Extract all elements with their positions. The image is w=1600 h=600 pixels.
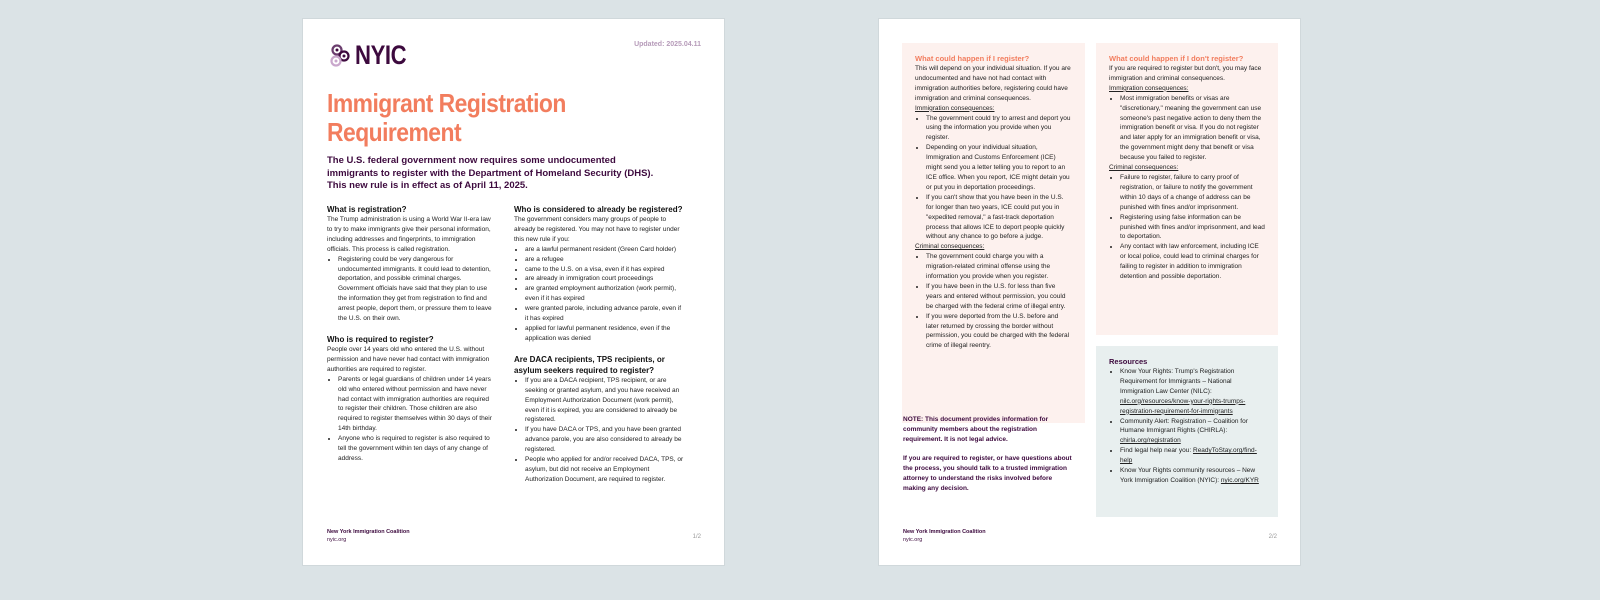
list-item: • Anyone who is required to register is also required to tell the government within ten days of any change of address. — [338, 434, 492, 464]
left-column — [327, 204, 492, 464]
list-item: • are already in immigration court proceedings — [525, 274, 684, 284]
bullet-list — [915, 252, 1072, 351]
list-item: • The government could try to arrest and deport you using the information you provide when you register. — [926, 114, 1072, 144]
list-item: • Any contact with law enforcement, including ICE or local police, could lead to criminal charges for failing to register in addition to immigration detention and possible deportation. — [1120, 242, 1265, 282]
bullet-list — [327, 375, 492, 464]
section-text: The Trump administration is using a World War II-era law to try to make immigrants give their personal information, including addresses and fingerprints, to immigration officials. This process is called registration. — [327, 216, 491, 253]
resources-box — [1096, 346, 1278, 517]
list-item: • Depending on your individual situation, Immigration and Customs Enforcement (ICE) might send you a letter telling you to report to an ICE office. When you report, ICE might detain you or put you in deportation proceedings. — [926, 143, 1072, 193]
section-heading: Are DACA recipients, TPS recipients, or asylum seekers required to register? — [514, 354, 665, 375]
bullet-list — [514, 376, 684, 485]
list-item: • Community Alert: Registration – Coalition for Humane Immigrant Rights (CHIRLA): chirla.org/registration — [1120, 417, 1265, 447]
bullet-list — [327, 255, 492, 324]
footer-org: New York Immigration Coalition — [327, 529, 410, 535]
list-item: • are granted employment authorization (work permit), even if it has expired — [525, 284, 684, 304]
box-heading: What could happen if I register? — [915, 54, 1030, 63]
list-item: • Know Your Rights: Trump's Registration Requirement for Immigrants – National Immigration Law Center (NILC): nilc.org/resources/know-your-rights-trumps-registration-requirement-for-immigrants — [1120, 367, 1265, 417]
section-heading: Who is considered to already be registered? — [514, 205, 683, 214]
footer-url[interactable]: nyic.org — [903, 537, 923, 543]
footer-org: New York Immigration Coalition — [903, 529, 986, 535]
resources-list — [1109, 367, 1265, 486]
list-item: • If you have DACA or TPS, and you have been granted advance parole, you are also considered to already be registered. — [525, 425, 684, 455]
list-item: • are a lawful permanent resident (Green Card holder) — [525, 245, 684, 255]
resource-link[interactable]: chirla.org/registration — [1120, 437, 1181, 445]
footer-url[interactable]: nyic.org — [327, 537, 347, 543]
document-page-1 — [303, 19, 724, 565]
box-heading: What could happen if I don't register? — [1109, 54, 1244, 63]
page-number: 1/2 — [692, 534, 701, 540]
list-item: • Find legal help near you: ReadyToStay.org/find-help — [1120, 446, 1265, 466]
nyic-logo — [327, 42, 418, 69]
list-item: • People who applied for and/or received DACA, TPS, or asylum, but did not receive an Employment Authorization Document, are required to register. — [525, 455, 684, 485]
list-item: • applied for lawful permanent residence, even if the application was denied — [525, 324, 684, 344]
if-not-register-box — [1096, 43, 1278, 335]
list-item: • If you have been in the U.S. for less than five years and entered without permission, you could be charged with the federal crime of illegal entry. — [926, 282, 1072, 312]
bullet-list — [915, 114, 1072, 243]
page-title — [327, 89, 707, 147]
section-text: The government considers many groups of people to already be registered. You may not have to register under this new rule if you: — [514, 216, 680, 243]
section-heading: What is registration? — [327, 205, 407, 214]
attorney-note: If you are required to register, or have questions about the process, you should talk to a trusted immigration attorney to understand the risks involved before making any decision. — [903, 455, 1072, 492]
bullet-list — [514, 245, 684, 344]
immigration-consequences-label: Immigration consequences: — [1109, 84, 1189, 92]
legal-note: NOTE: This document provides information for community members about the registration requirement. It is not legal advice. — [903, 416, 1049, 443]
section-heading: Who is required to register? — [327, 334, 434, 344]
box-text: If you are required to register but don't, you may face immigration and criminal consequences. — [1109, 65, 1262, 82]
criminal-consequences-label: Criminal consequences: — [1109, 164, 1179, 172]
updated-date: Updated: 2025.04.11 — [634, 41, 701, 48]
if-register-box — [902, 43, 1085, 423]
document-page-2 — [879, 19, 1300, 565]
list-item: • The government could charge you with a migration-related criminal offense using the information you provide when you register. — [926, 252, 1072, 282]
bullet-list — [1109, 173, 1265, 282]
list-item: • If you can't show that you have been in the U.S. for longer than two years, ICE could put you in "expedited removal," a fast-track deportation process that allows ICE to deport people quickly without any chance to go before a judge. — [926, 193, 1072, 243]
right-column — [514, 204, 684, 485]
resource-link[interactable]: ReadyToStay.org/find-help — [1120, 447, 1257, 465]
list-item: • were granted parole, including advance parole, even if it has expired — [525, 304, 684, 324]
list-item: • If you are a DACA recipient, TPS recipient, or are seeking or granted asylum, and you have received an Employment Authorization Document (work permit), even if it is expired, you are considered to already be registered. — [525, 376, 684, 426]
list-item: • Registering using false information can be punished with fines and/or imprisonment, and lead to deportation. — [1120, 213, 1265, 243]
list-item: • If you were deported from the U.S. before and later returned by crossing the border without permission, you could be charged with the federal crime of illegal reentry. — [926, 312, 1072, 352]
page-number: 2/2 — [1268, 534, 1277, 540]
criminal-consequences-label: Criminal consequences: — [915, 243, 985, 251]
list-item: • Failure to register, failure to carry proof of registration, or failure to notify the government within 10 days of a change of address can be punished with fines and/or imprisonment. — [1120, 173, 1265, 213]
title-line-2: Requirement — [327, 117, 462, 147]
resource-link[interactable]: nyic.org/KYR — [1220, 476, 1259, 484]
list-item: • Parents or legal guardians of children under 14 years old who entered without permission and have never had contact with immigration authorities are required to register their children. Those children are also required to register themselves within 30 days of their 14th birthday. — [338, 375, 492, 434]
resources-heading: Resources — [1109, 357, 1148, 366]
list-item: • are a refugee — [525, 255, 684, 265]
logo-text: NYIC — [355, 40, 407, 70]
box-text: This will depend on your individual situation. If you are undocumented and have not had contact with immigration authorities before, registering could have immigration and criminal consequences. — [915, 65, 1071, 102]
section-text: People over 14 years old who entered the U.S. without permission and have never had contact with immigration authorities are required to register. — [327, 345, 490, 373]
immigration-consequences-label: Immigration consequences: — [915, 104, 995, 112]
resource-link[interactable]: nilc.org/resources/know-your-rights-trumps-registration-requirement-for-immigrants — [1120, 397, 1246, 415]
nyic-logo-icon — [327, 43, 353, 69]
list-item: • came to the U.S. on a visa, even if it has expired — [525, 265, 684, 275]
list-item: • Know Your Rights community resources – New York Immigration Coalition (NYIC): nyic.org/KYR — [1120, 466, 1265, 486]
bullet-list — [1109, 94, 1265, 163]
list-item: • Most immigration benefits or visas are "discretionary," meaning the government can use someone's past negative action to deny them the immigration benefit or visa. If you do not register and later apply for an immigration benefit or visa, the government might deny that benefit or visa because you failed to register. — [1120, 94, 1265, 163]
title-line-1: Immigrant Registration — [327, 88, 566, 118]
list-item: • Registering could be very dangerous for undocumented immigrants. It could lead to detention, deportation, and possible criminal charges. Government officials have said that they plan to use the information they get from registration to find and arrest people, deport them, or pressure them to leave the U.S. on their own. — [338, 255, 492, 324]
page-subtitle: The U.S. federal government now requires some undocumented immigrants to register with the Department of Homeland Security (DHS). This new rule is in effect as of April 11, 2025. — [327, 155, 654, 192]
